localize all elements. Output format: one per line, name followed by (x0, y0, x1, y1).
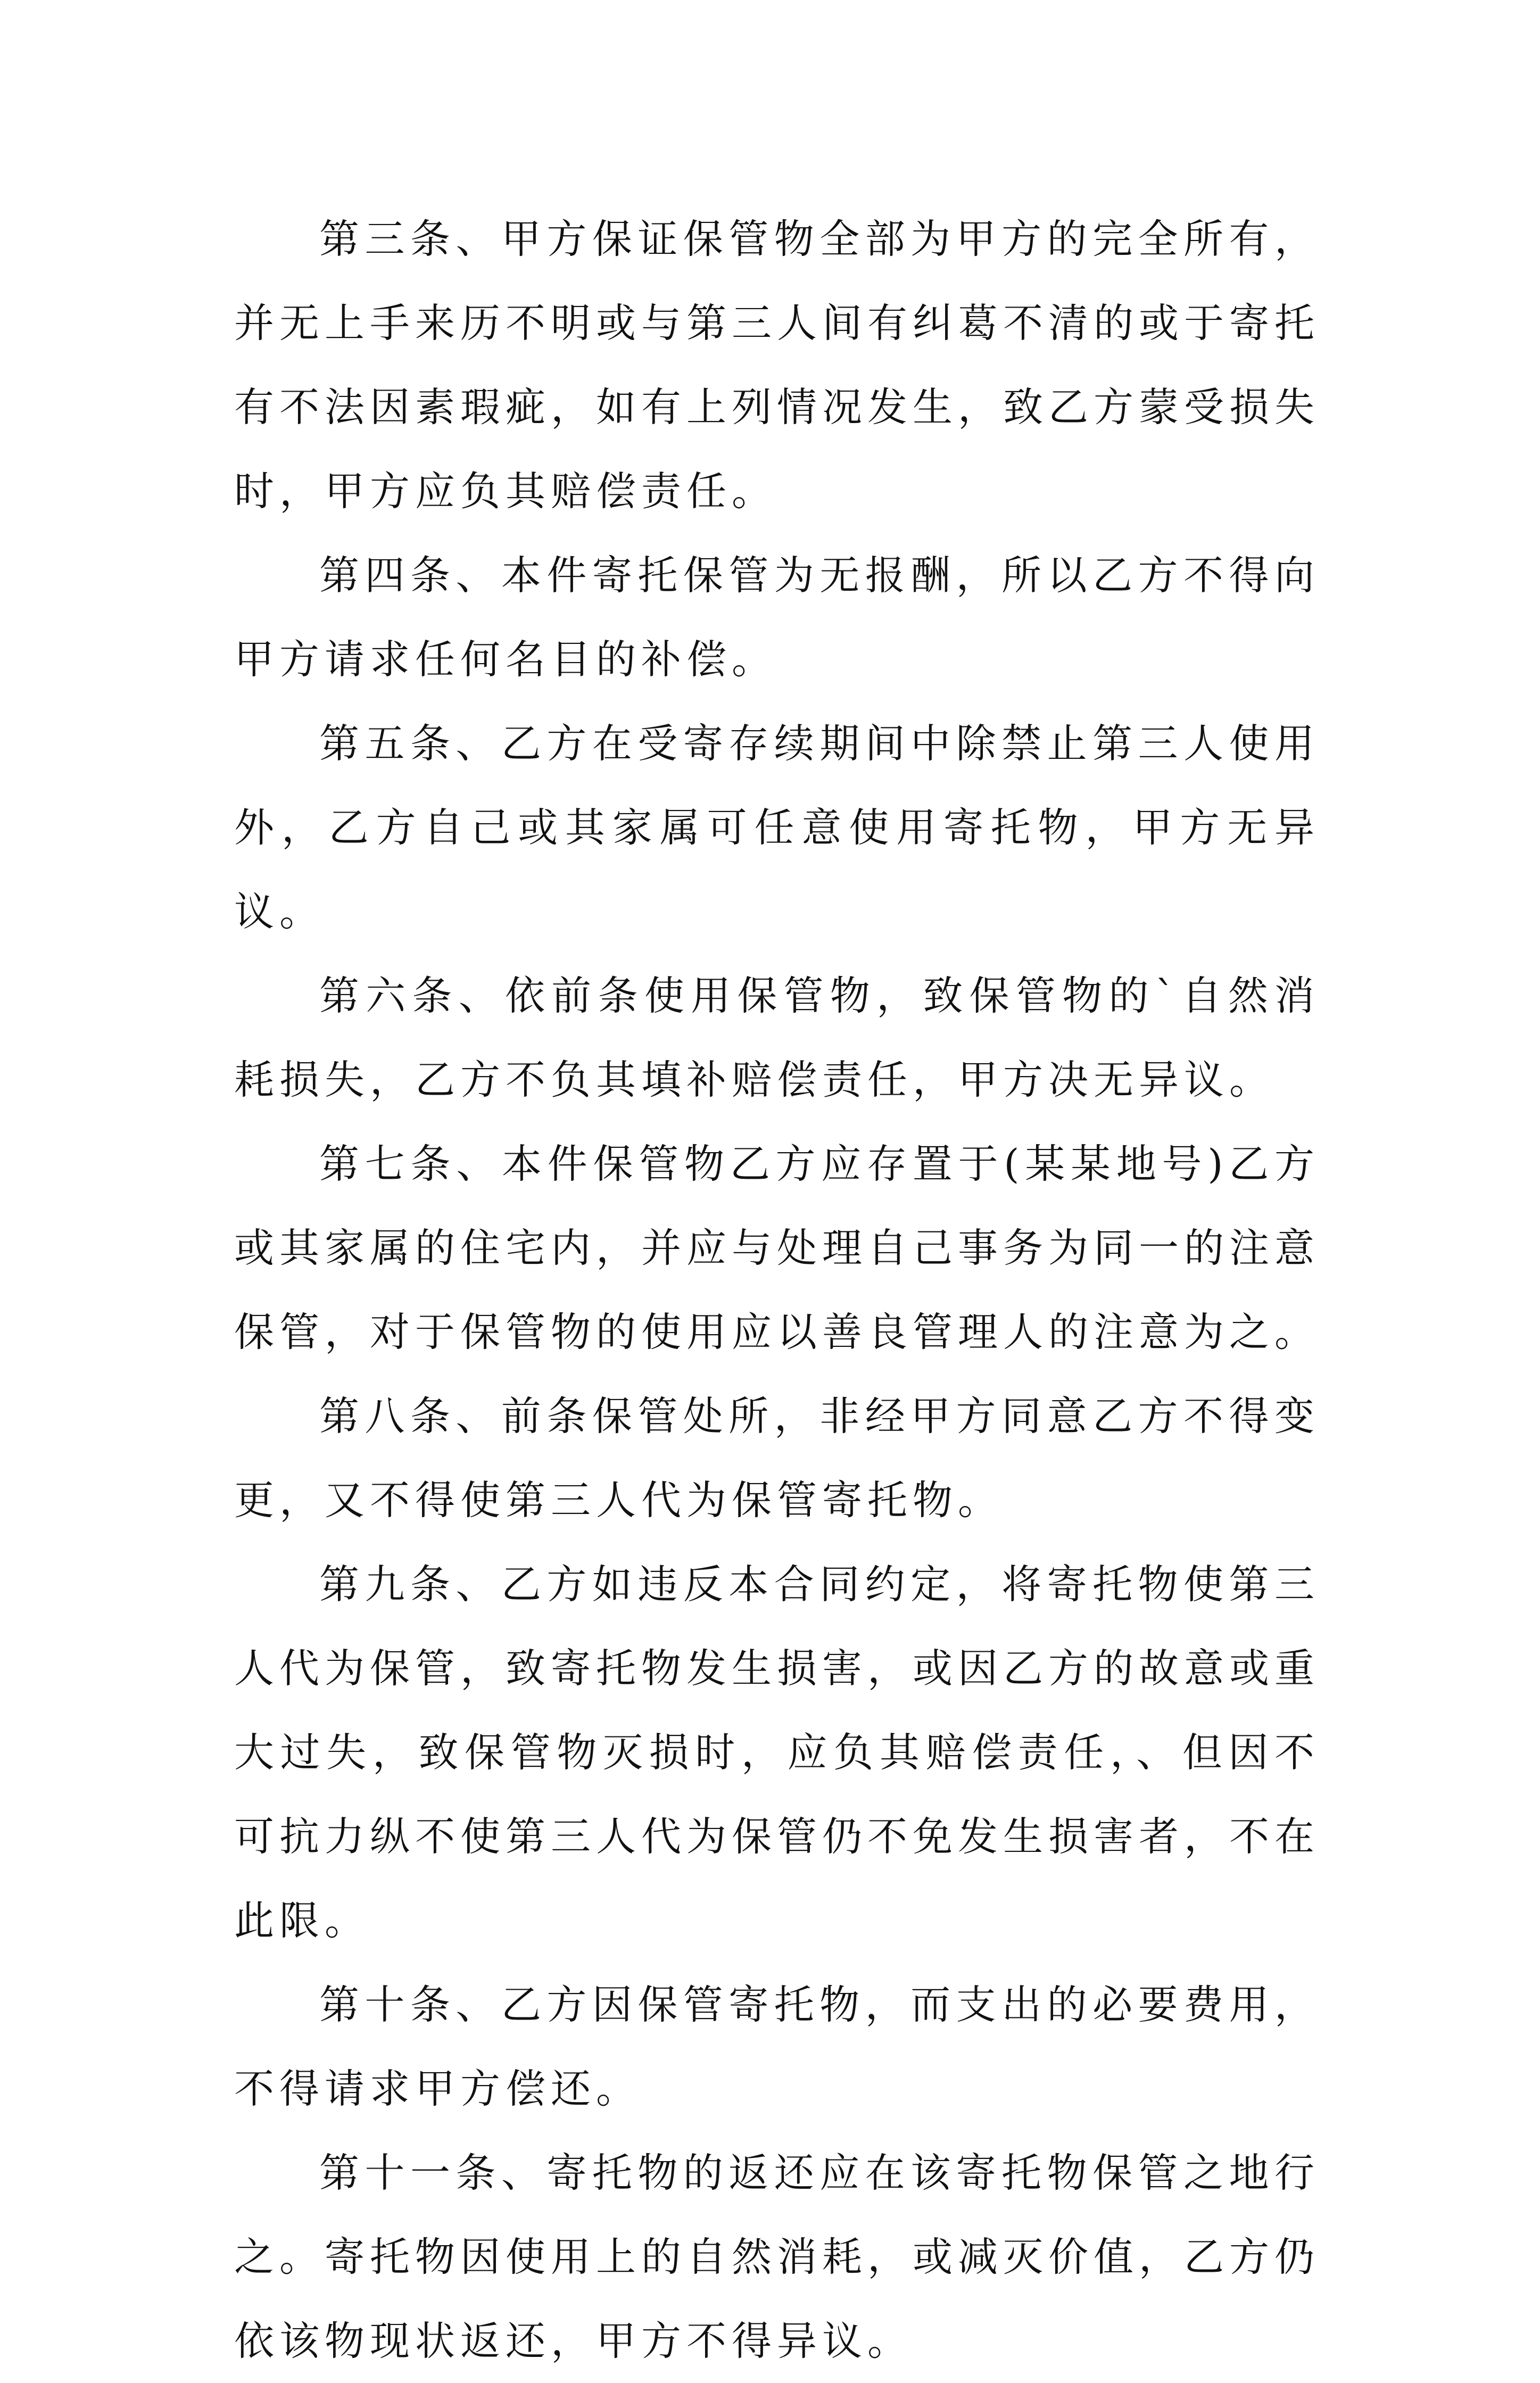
article-3-paragraph: 第三条、甲方保证保管物全部为甲方的完全所有，并无上手来历不明或与第三人间有纠葛不清的或于寄托有不法因素瑕疵，如有上列情况发生，致乙方蒙受损失时，甲方应负其赔偿责任。 (234, 216, 1320, 515)
article-10-paragraph: 第十条、乙方因保管寄托物，而支出的必要费用，不得请求甲方偿还。 (234, 1981, 1320, 2112)
document-body (234, 197, 1320, 2383)
article-11-paragraph: 第十一条、寄托物的返还应在该寄托物保管之地行之。寄托物因使用上的自然消耗，或减灭价值，乙方仍依该物现状返还，甲方不得异议。 (234, 2149, 1320, 2364)
article-6-paragraph: 第六条、依前条使用保管物，致保管物的`自然消耗损失，乙方不负其填补赔偿责任，甲方决无异议。 (234, 972, 1320, 1103)
article-9-paragraph: 第九条、乙方如违反本合同约定，将寄托物使第三人代为保管，致寄托物发生损害，或因乙方的故意或重大过失，致保管物灭损时，应负其赔偿责任，、但因不可抗力纵不使第三人代为保管仍不免发生损害者，不在此限。 (234, 1561, 1320, 1944)
article-7-paragraph: 第七条、本件保管物乙方应存置于(某某地号)乙方或其家属的住宅内，并应与处理自己事务为同一的注意保管，对于保管物的使用应以善良管理人的注意为之。 (234, 1140, 1320, 1355)
article-8-paragraph: 第八条、前条保管处所，非经甲方同意乙方不得变更，又不得使第三人代为保管寄托物。 (234, 1393, 1320, 1524)
article-4-paragraph: 第四条、本件寄托保管为无报酬，所以乙方不得向甲方请求任何名目的补偿。 (234, 552, 1320, 683)
article-5-paragraph: 第五条、乙方在受寄存续期间中除禁止第三人使用外，乙方自己或其家属可任意使用寄托物，甲方无异议。 (234, 720, 1320, 935)
